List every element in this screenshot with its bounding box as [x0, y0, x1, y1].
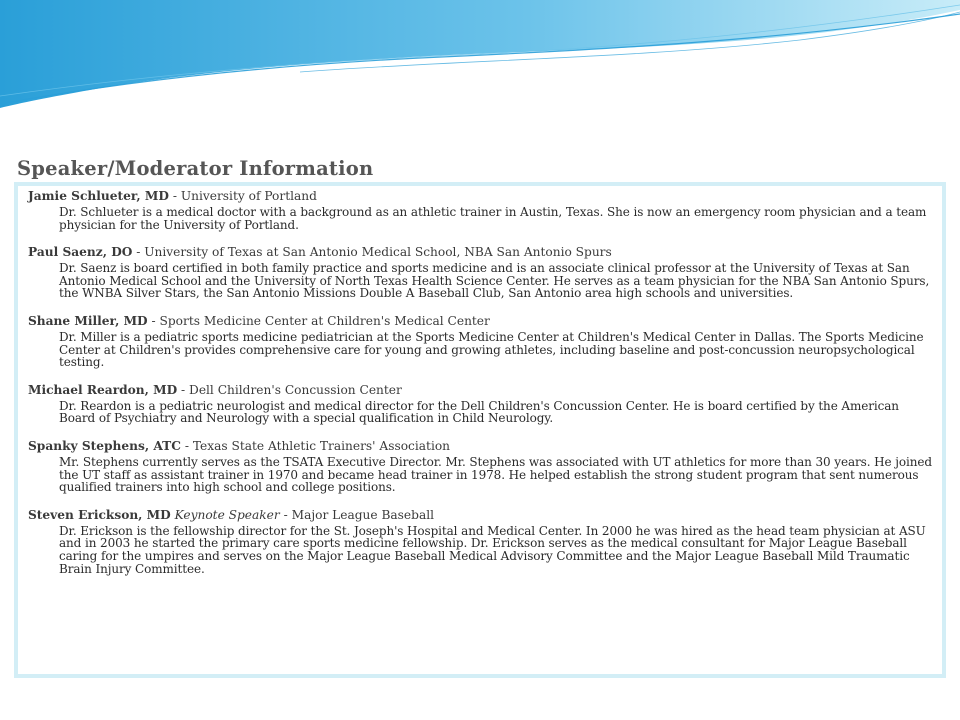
- speaker-heading: [28, 439, 936, 454]
- speaker-affiliation: - Texas State Athletic Trainers' Association: [180, 438, 451, 453]
- speaker-bio: Dr. Schlueter is a medical doctor with a background as an athletic trainer in Austin, Texas. She is now an emergency room physician and a team physician for the University of Portland.: [59, 205, 927, 232]
- header-wave-decoration: [0, 0, 960, 150]
- speaker-affiliation: - Major League Baseball: [279, 507, 435, 522]
- speaker-entry: [28, 439, 936, 494]
- speaker-name: Paul Saenz, DO: [28, 245, 133, 260]
- speaker-affiliation: - Dell Children's Concussion Center: [177, 382, 402, 397]
- speaker-entry: [28, 245, 936, 300]
- speaker-affiliation: - University of Texas at San Antonio Medical School, NBA San Antonio Spurs: [132, 245, 612, 260]
- speaker-entry: [28, 189, 936, 231]
- speaker-name: Steven Erickson, MD: [28, 507, 171, 522]
- speaker-entry: [28, 314, 936, 369]
- speaker-note: Keynote Speaker: [174, 507, 280, 522]
- speaker-bio: Dr. Miller is a pediatric sports medicine pediatrician at the Sports Medicine Center at Children's Medical Center in Dallas. The Sports Medicine Center at Children's provides comprehensive care for young and growing athletes, including baseline and post-concussion neuropsychological testing.: [59, 329, 924, 370]
- speaker-entry: [28, 508, 936, 575]
- speaker-affiliation: - Sports Medicine Center at Children's Medical Center: [147, 313, 490, 328]
- speaker-bio: Dr. Saenz is board certified in both family practice and sports medicine and is an associate clinical professor at the University of Texas at San Antonio Medical School and the University of North Texas Health Science Center. He serves as a team physician for the NBA San Antonio Spurs, the WNBA Silver Stars, the San Antonio Missions Double A Baseball Club, San Antonio area high schools and universities.: [59, 261, 930, 301]
- speaker-heading: [28, 383, 936, 398]
- speaker-heading: [28, 189, 936, 204]
- speaker-name: Spanky Stephens, ATC: [28, 438, 181, 453]
- speaker-heading: [28, 314, 936, 329]
- speaker-affiliation: - University of Portland: [168, 189, 317, 203]
- speaker-bio: Dr. Reardon is a pediatric neurologist and medical director for the Dell Children's Concussion Center. He is board certified by the American Board of Psychiatry and Neurology with a special qualification in Child Neurology.: [59, 398, 899, 426]
- speaker-name: Michael Reardon, MD: [28, 382, 178, 397]
- speaker-name: Shane Miller, MD: [28, 313, 148, 328]
- speaker-name: Jamie Schlueter, MD: [28, 189, 169, 203]
- speaker-heading: [28, 508, 936, 523]
- speaker-heading: [28, 245, 936, 260]
- speaker-info-box: [14, 182, 946, 678]
- speaker-bio: Dr. Erickson is the fellowship director for the St. Joseph's Hospital and Medical Center. In 2000 he was hired as the head team physician at ASU and in 2003 he started the primary care sports medicine fellowship. Dr. Erickson serves as the medical consultant for Major League Baseball caring for the umpires and serves on the Major League Baseball Medical Advisory Committee and the Major League Baseball Mild Traumatic Brain Injury Committee.: [59, 523, 926, 576]
- speaker-list: [28, 189, 936, 589]
- speaker-entry: [28, 383, 936, 425]
- slide-title: Speaker/Moderator Information: [17, 157, 374, 180]
- speaker-bio: Mr. Stephens currently serves as the TSATA Executive Director. Mr. Stephens was associated with UT athletics for more than 30 years. He joined the UT staff as assistant trainer in 1970 and became head trainer in 1978. He helped establish the strong student program that sent numerous qualified trainers into high school and college positions.: [59, 454, 932, 495]
